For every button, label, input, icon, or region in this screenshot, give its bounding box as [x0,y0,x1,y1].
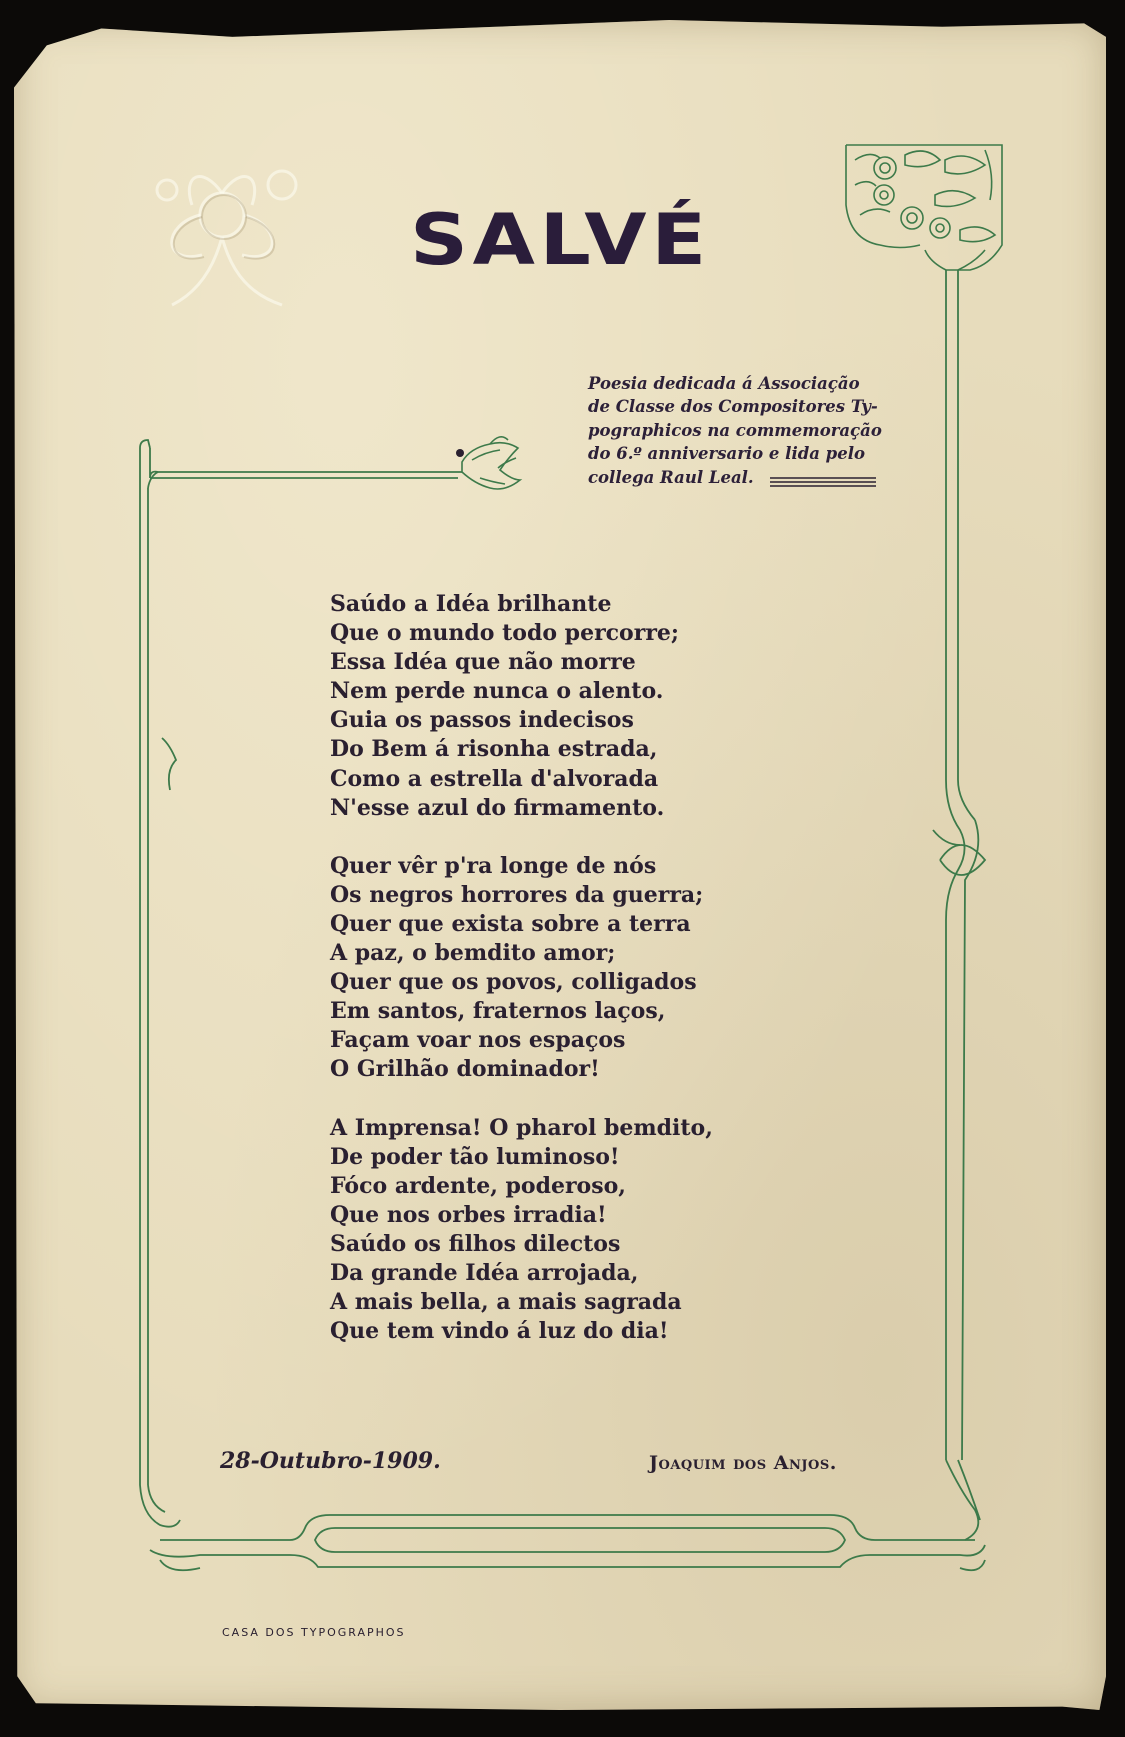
stanza-1 [330,590,800,823]
verse-line: De poder tão luminoso! [330,1143,620,1170]
verse-line: Que o mundo todo percorre; [330,620,680,647]
poem-body [330,590,800,1375]
verse-line: A mais bella, a mais sagrada [330,1289,682,1316]
verse-line: Façam voar nos espaços [330,1027,626,1054]
verse-line: Do Bem á risonha estrada, [330,736,658,763]
verse-line: Fóco ardente, poderoso, [330,1172,626,1199]
verse-line: Como a estrella d'alvorada [330,765,659,792]
verse-line: Quer que os povos, colligados [330,969,697,996]
verse-line: Em santos, fraternos laços, [330,998,666,1025]
poem-author: Joaquim dos Anjos. [649,1452,837,1474]
verse-line: O Grilhão dominador! [330,1056,600,1083]
verse-line: A paz, o bemdito amor; [330,940,616,967]
dedication-line: de Classe dos Compositores Ty- [588,397,878,417]
embossed-floral-seal [132,145,312,325]
dedication-note [588,372,888,489]
verse-line: Saúdo os filhos dilectos [330,1230,621,1257]
verse-line: A Imprensa! O pharol bemdito, [330,1114,713,1141]
stanza-2 [330,852,800,1085]
verse-line: Que nos orbes irradia! [330,1201,607,1228]
verse-line: Essa Idéa que não morre [330,649,636,676]
verse-line: Quer que exista sobre a terra [330,910,691,937]
verse-line: Da grande Idéa arrojada, [330,1259,639,1286]
dedication-line: do 6.º anniversario e lida pelo [588,444,865,464]
printer-imprint: CASA DOS TYPOGRAPHOS [222,1626,406,1639]
dedication-line: collega Raul Leal. [588,467,754,487]
poem-date: 28-Outubro-1909. [220,1448,441,1474]
verse-line: Nem perde nunca o alento. [330,678,664,705]
verse-line: Os negros horrores da guerra; [330,881,704,908]
poem-title: SALVÉ [410,199,711,281]
verse-line: N'esse azul do firmamento. [330,794,665,821]
dedication-line: pographicos na commemoração [588,420,882,440]
verse-line: Guia os passos indecisos [330,707,634,734]
verse-line: Que tem vindo á luz do dia! [330,1318,669,1345]
verse-line: Quer vêr p'ra longe de nós [330,852,657,879]
verse-line: Saúdo a Idéa brilhante [330,591,612,617]
dedication-line: Poesia dedicada á Associação [588,374,860,393]
stanza-3 [330,1114,800,1347]
